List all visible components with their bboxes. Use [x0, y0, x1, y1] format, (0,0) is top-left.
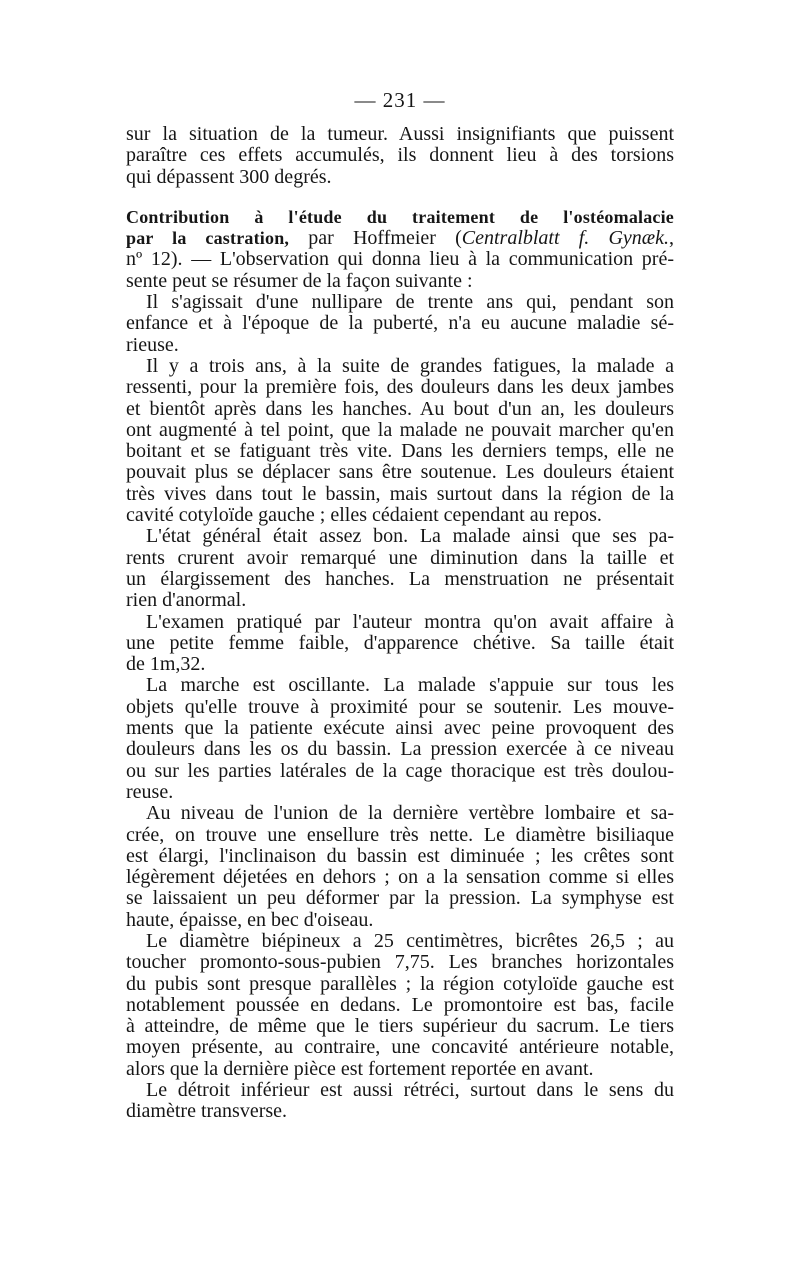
heading-author: par Hoffmeier (: [289, 227, 462, 250]
text-line: du pubis sont presque parallèles ; la région cotyloïde gauche est: [126, 972, 674, 995]
text-line: sur la situation de la tumeur. Aussi insignifiants que puissent: [126, 123, 674, 145]
heading-bold-part: par la castration,: [126, 228, 290, 249]
text-line: très vives dans tout le bassin, mais surtout dans la région de la: [126, 482, 674, 505]
journal-title: Centralblatt f. Gynæk.: [461, 227, 669, 250]
text-line: boitant et se fatiguant très vite. Dans les derniers temps, elle ne: [126, 440, 674, 463]
paragraph-start: Il y a trois ans, à la suite de grandes fatigues, la malade a: [146, 354, 674, 377]
heading-end: ,: [669, 227, 674, 250]
paragraph-start: Le détroit inférieur est aussi rétréci, surtout dans le sens du: [146, 1079, 674, 1102]
text-line: et bientôt après dans les hanches. Au bout d'un an, les douleurs: [126, 397, 674, 420]
text-line: paraître ces effets accumulés, ils donnent lieu à des torsions: [126, 144, 674, 167]
text-line: ont augmenté à tel point, que la malade ne pouvait marcher qu'en: [126, 418, 674, 441]
body-text: [126, 124, 674, 1123]
text-line: moyen présente, au contraire, une concavité antérieure notable,: [126, 1036, 674, 1059]
paragraph-start: La marche est oscillante. La malade s'appuie sur tous les: [146, 674, 674, 697]
text-line: un élargissement des hanches. La menstruation ne présentait: [126, 567, 674, 590]
text-line: diamètre transverse.: [126, 1100, 288, 1123]
article-heading-cont: [126, 228, 674, 249]
text-line: ou sur les parties latérales de la cage thoracique est très doulou-: [126, 759, 674, 782]
paragraph-start: Le diamètre biépineux a 25 centimètres, bicrêtes 26,5 ; au: [146, 929, 674, 952]
text-line: qui dépassent 300 degrés.: [126, 165, 332, 188]
paragraph-start: L'état général était assez bon. La malade ainsi que ses pa-: [146, 525, 674, 548]
text-line: ressenti, pour la première fois, des douleurs dans les deux jambes: [126, 376, 674, 399]
text-line: rents crurent avoir remarqué une diminution dans la taille et: [126, 546, 674, 569]
text-line: se laissaient un peu déformer par la pression. La symphyse est: [126, 887, 674, 910]
text-line: de 1m,32.: [126, 653, 206, 676]
text-line: est élargi, l'inclinaison du bassin est diminuée ; les crêtes sont: [126, 844, 674, 867]
text-line: pouvait plus se déplacer sans être soutenue. Les douleurs étaient: [126, 461, 674, 484]
paragraph-start: L'examen pratiqué par l'auteur montra qu'on avait affaire à: [146, 610, 674, 633]
text-line: notablement poussée en dedans. Le promontoire est bas, facile: [126, 993, 674, 1016]
text-line: une petite femme faible, d'apparence chétive. Sa taille était: [126, 631, 674, 654]
article-heading: Contribution à l'étude du traitement de l'ostéomalacie: [126, 206, 674, 227]
text-line: nº 12). — L'observation qui donna lieu à la communication pré-: [126, 248, 674, 271]
page-number: — 231 —: [354, 88, 446, 112]
text-line: légèrement déjetées en dehors ; on a la sensation comme si elles: [126, 866, 674, 889]
paragraph-start: Au niveau de l'union de la dernière vertèbre lombaire et sa-: [146, 802, 674, 825]
text-line: rien d'anormal.: [126, 589, 247, 612]
text-line: alors que la dernière pièce est fortement reportée en avant.: [126, 1057, 594, 1080]
text-line: ments que la patiente exécute ainsi avec peine provoquent des: [126, 717, 674, 740]
text-line: enfance et à l'époque de la puberté, n'a eu aucune maladie sé-: [126, 312, 674, 335]
text-line: toucher promonto-sous-pubien 7,75. Les branches horizontales: [126, 951, 674, 974]
text-line: douleurs dans les os du bassin. La pression exercée à ce niveau: [126, 738, 674, 761]
text-line: reuse.: [126, 780, 174, 803]
text-line: à atteindre, de même que le tiers supérieur du sacrum. Le tiers: [126, 1015, 674, 1038]
text-line: cavité cotyloïde gauche ; elles cédaient cependant au repos.: [126, 504, 602, 527]
paragraph-start: Il s'agissait d'une nullipare de trente ans qui, pendant son: [146, 291, 674, 314]
text-line: sente peut se résumer de la façon suivante :: [126, 269, 473, 292]
text-line: haute, épaisse, en bec d'oiseau.: [126, 908, 374, 931]
text-line: crée, on trouve une ensellure très nette. Le diamètre bisiliaque: [126, 823, 674, 846]
text-line: rieuse.: [126, 333, 179, 356]
text-line: objets qu'elle trouve à proximité pour se soutenir. Les mouve-: [126, 695, 674, 718]
